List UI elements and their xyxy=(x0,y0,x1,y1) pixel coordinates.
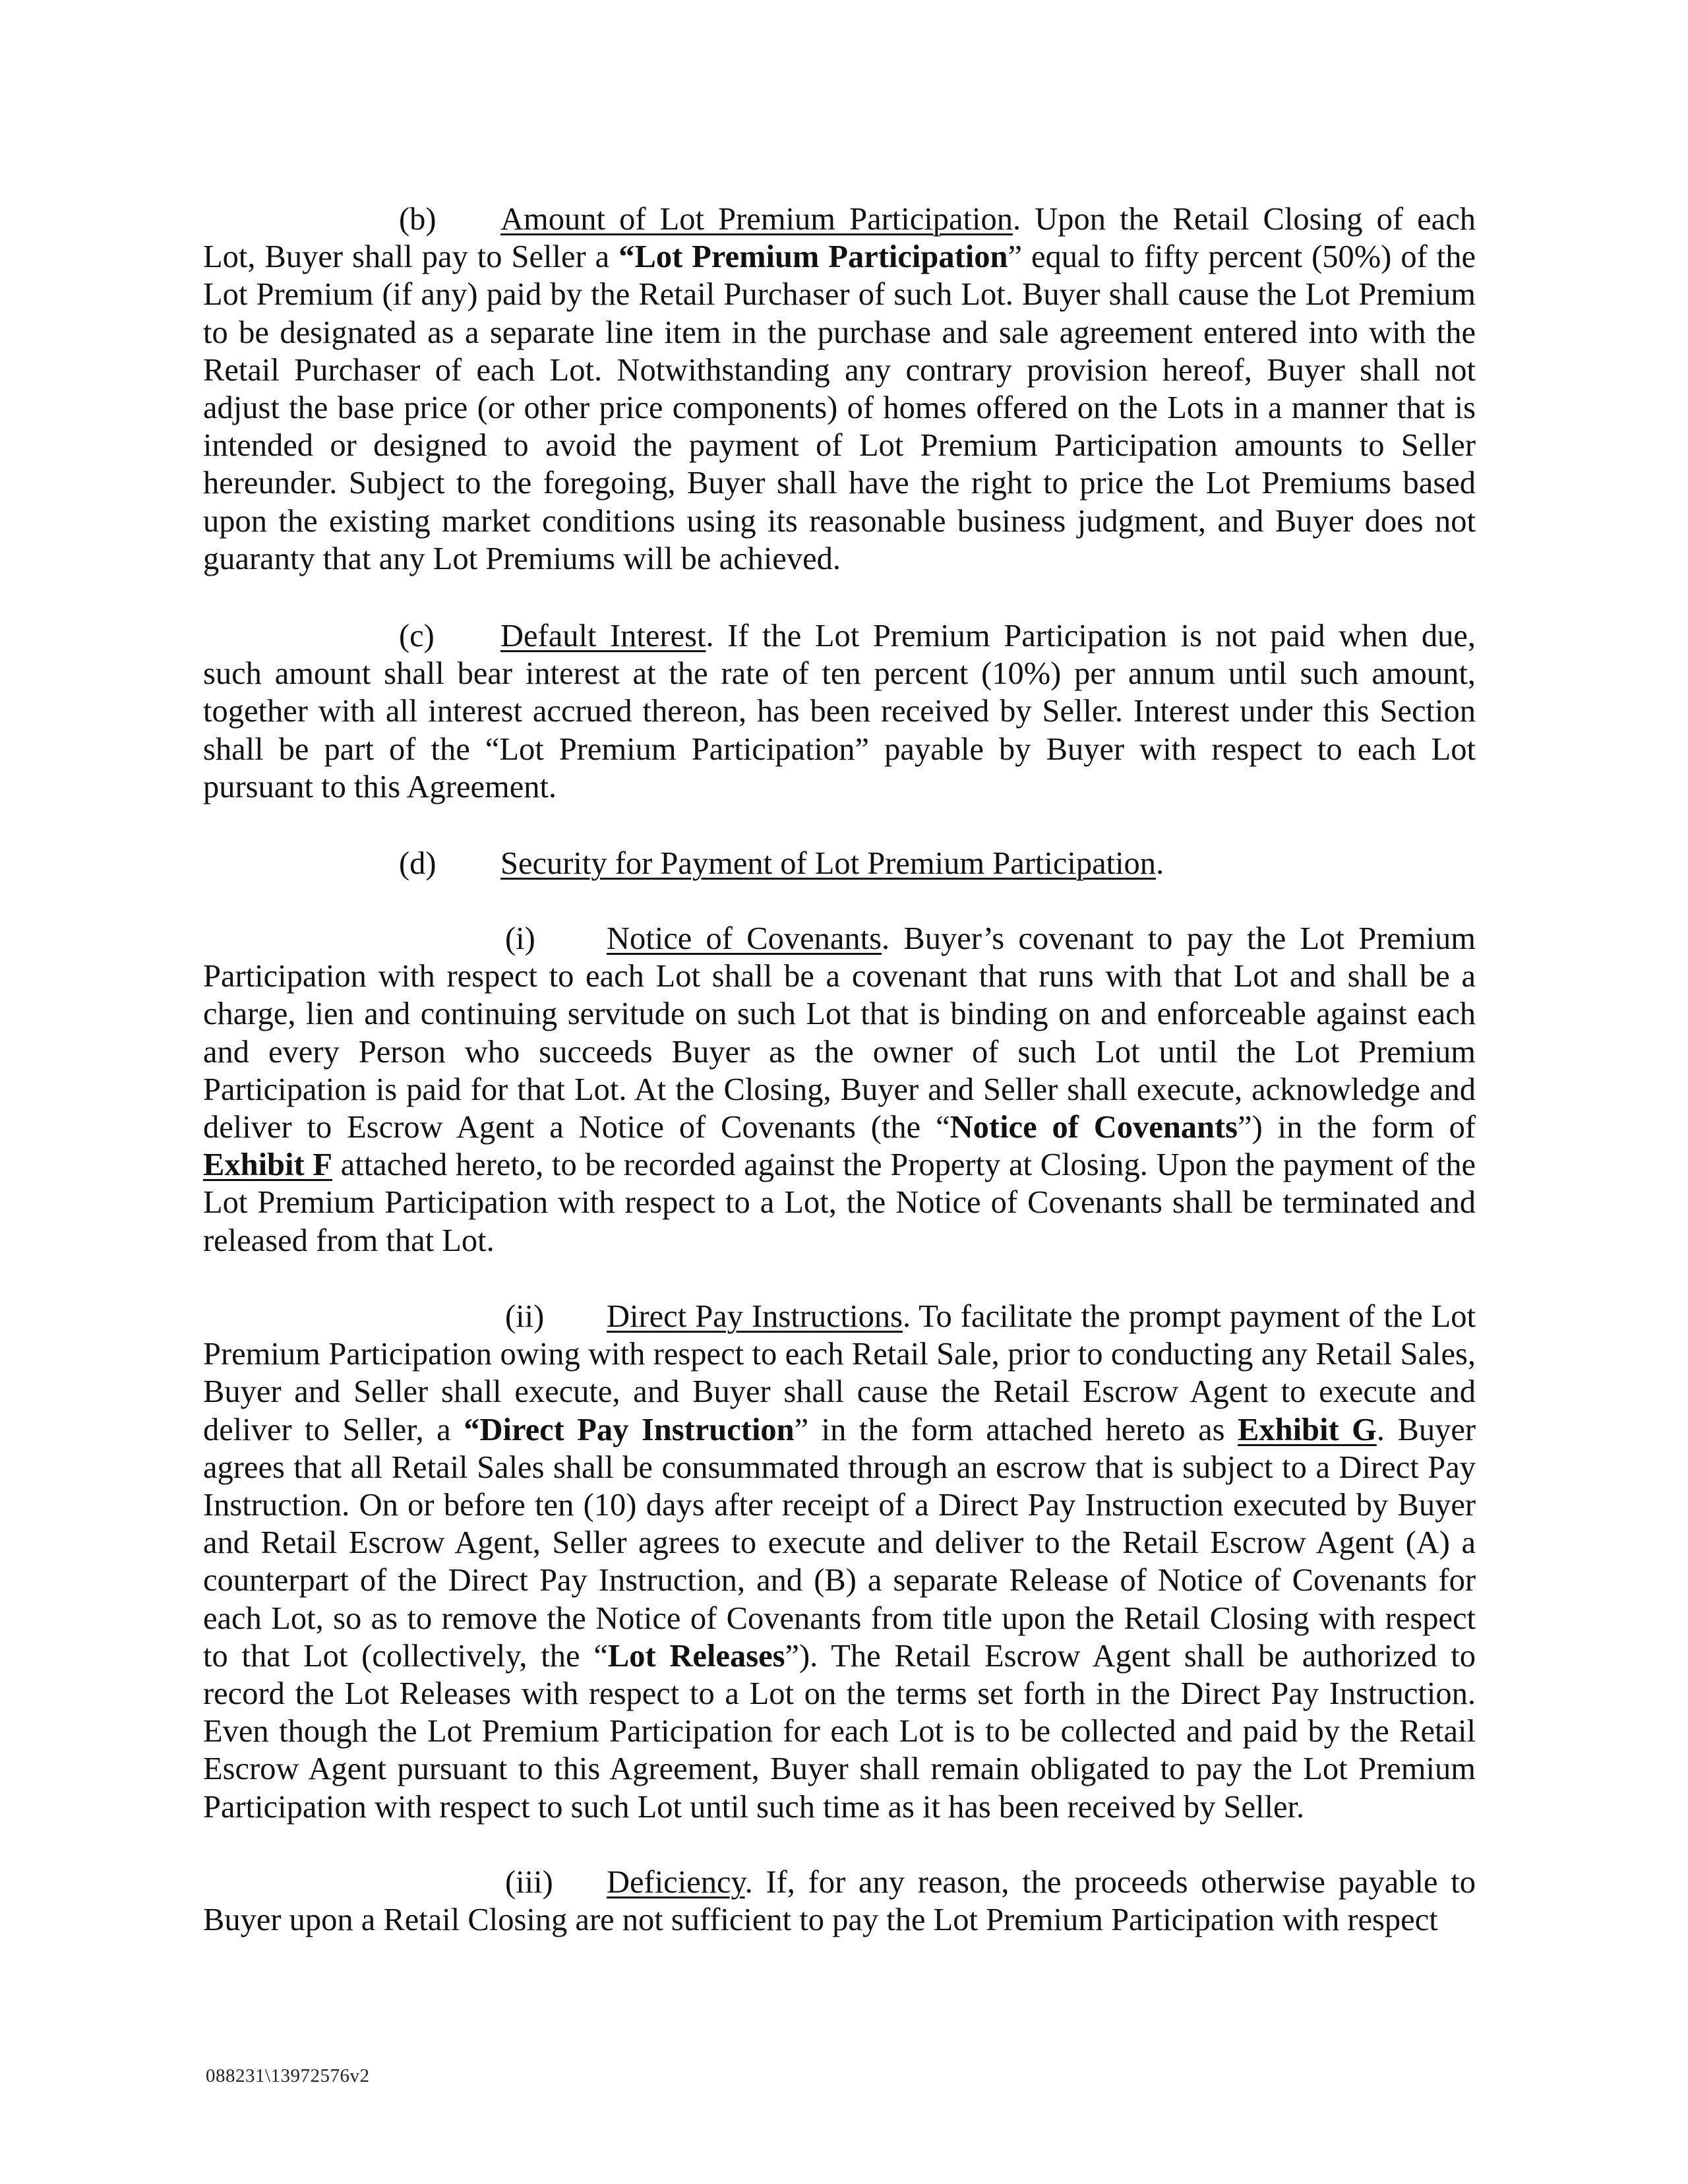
section-ii-text-1: . To facilitate the prompt payment of the Lot Premium Participation owing with respect to each Retail Sale, prior to conducting any Retail Sales, Buyer and Seller shall execute, and Buyer shall cause the Retail Escrow Agent to execute and deliver to Seller, a xyxy=(203,1299,1476,1447)
document-id-footer: 088231\13972576v2 xyxy=(206,2065,370,2086)
section-ii-text-2: ” in the form attached hereto as xyxy=(794,1412,1238,1447)
section-ii-text-4: ”). The Retail Escrow Agent shall be authorized to record the Lot Releases with respect to a Lot on the terms set forth in the Direct Pay Instruction. Even though the Lot Premium Participation for each Lot is to be collected and paid by the Retail Escrow Agent pursuant to this Agreement, Buyer shall remain obligated to pay the Lot Premium Participation with respect to such Lot until such time as it has been received by Seller. xyxy=(203,1638,1476,1825)
section-i-defined-term: Notice of Covenants xyxy=(950,1110,1238,1145)
section-ii-defined-term: “Direct Pay Instruction xyxy=(464,1412,795,1447)
section-i-text-2: ”) in the form of xyxy=(1238,1110,1476,1145)
section-ii-paragraph xyxy=(203,1298,1476,1826)
section-d-heading: Security for Payment of Lot Premium Participation xyxy=(500,846,1157,881)
section-iii-paragraph xyxy=(203,1864,1476,1939)
section-iii-heading: Deficiency xyxy=(607,1865,745,1900)
section-i-number: (i) xyxy=(505,921,535,956)
section-ii-defined-term-2: Lot Releases xyxy=(607,1638,785,1674)
section-c-text-1: . If the Lot Premium Participation is not paid when due, such amount shall bear interest at the rate of ten percent (10%) per annum until such amount, together with all interest accrued thereon, has been received by Seller. Interest under this Section shall be part of the “Lot Premium Participation” payable by Buyer with respect to each Lot pursuant to this Agreement. xyxy=(203,619,1476,804)
section-d-text-1: . xyxy=(1156,846,1164,881)
section-iii-text-1: . If, for any reason, the proceeds otherwise payable to Buyer upon a Retail Closing are not sufficient to pay the Lot Premium Participation with respect xyxy=(203,1865,1476,1938)
section-iii-number: (iii) xyxy=(505,1865,553,1900)
section-b-heading: Amount of Lot Premium Participation xyxy=(500,202,1013,237)
section-ii-text-3: . Buyer agrees that all Retail Sales shall be consummated through an escrow that is subject to a Direct Pay Instruction. On or before ten (10) days after receipt of a Direct Pay Instruction executed by Buyer and Retail Escrow Agent, Seller agrees to execute and deliver to the Retail Escrow Agent (A) a counterpart of the Direct Pay Instruction, and (B) a separate Release of Notice of Covenants for each Lot, so as to remove the Notice of Covenants from title upon the Retail Closing with respect to that Lot (collectively, the “ xyxy=(203,1412,1476,1674)
section-b-number: (b) xyxy=(399,202,437,237)
section-ii-number: (ii) xyxy=(505,1299,545,1334)
section-ii-heading: Direct Pay Instructions xyxy=(607,1299,903,1334)
section-d-number: (d) xyxy=(399,846,437,881)
section-i-paragraph xyxy=(203,920,1476,1259)
exhibit-g-reference: Exhibit G xyxy=(1238,1412,1377,1447)
section-c-paragraph xyxy=(203,617,1476,806)
section-c-heading: Default Interest xyxy=(500,619,706,653)
section-b-text-1: . Upon the Retail Closing of each Lot, Buyer shall pay to Seller a xyxy=(203,202,1476,275)
section-b-paragraph xyxy=(203,200,1476,578)
section-i-text-1: . Buyer’s covenant to pay the Lot Premium Participation with respect to each Lot shall be a covenant that runs with that Lot and shall be a charge, lien and continuing servitude on such Lot that is binding on and enforceable against each and every Person who succeeds Buyer as the owner of such Lot until the Lot Premium Participation is paid for that Lot. At the Closing, Buyer and Seller shall execute, acknowledge and deliver to Escrow Agent a Notice of Covenants (the “ xyxy=(203,921,1476,1145)
section-c-number: (c) xyxy=(399,619,435,653)
section-d-paragraph xyxy=(203,845,1476,882)
section-b-text-2: ” equal to fifty percent (50%) of the Lot Premium (if any) paid by the Retail Purchaser of such Lot. Buyer shall cause the Lot Premium to be designated as a separate line item in the purchase and sale agreement entered into with the Retail Purchaser of each Lot. Notwithstanding any contrary provision hereof, Buyer shall not adjust the base price (or other price components) of homes offered on the Lots in a manner that is intended or designed to avoid the payment of Lot Premium Participation amounts to Seller hereunder. Subject to the foregoing, Buyer shall have the right to price the Lot Premiums based upon the existing market conditions using its reasonable business judgment, and Buyer does not guaranty that any Lot Premiums will be achieved. xyxy=(203,239,1476,576)
section-i-heading: Notice of Covenants xyxy=(607,921,882,956)
section-b-defined-term: “Lot Premium Participation xyxy=(618,239,1008,275)
section-i-text-3: attached hereto, to be recorded against the Property at Closing. Upon the payment of the Lot Premium Participation with respect to a Lot, the Notice of Covenants shall be terminated and released from that Lot. xyxy=(203,1147,1476,1258)
exhibit-f-reference: Exhibit F xyxy=(203,1147,332,1183)
